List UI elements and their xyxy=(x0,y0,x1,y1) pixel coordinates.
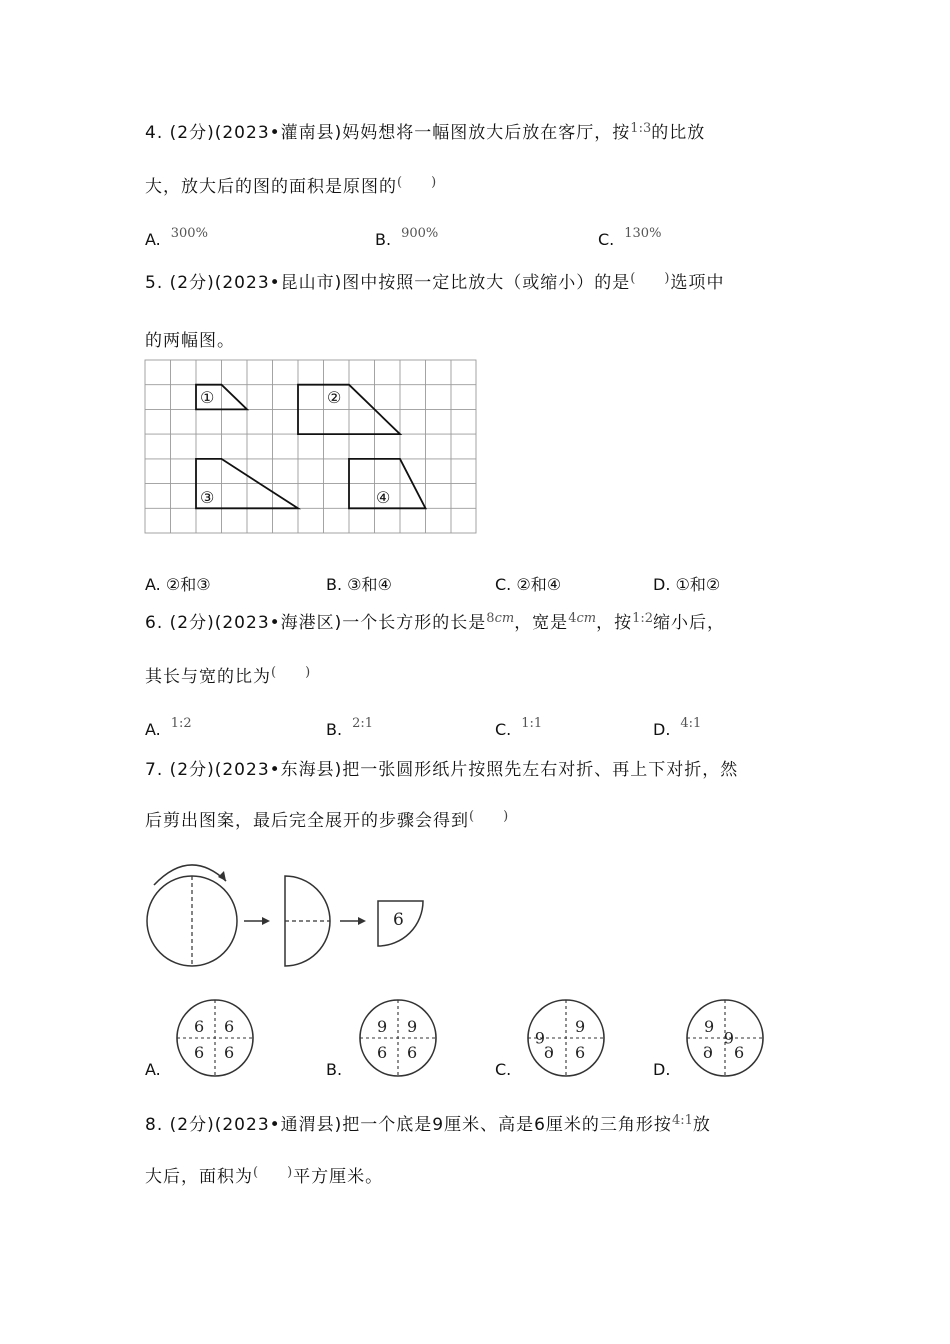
q7-option-a-label[interactable]: A. xyxy=(145,1060,161,1079)
shape-1-label: ① xyxy=(200,388,215,407)
svg-text:6: 6 xyxy=(534,1028,545,1047)
q5-option-a[interactable]: A. ②和③ xyxy=(145,575,211,594)
shape-3-label: ③ xyxy=(200,488,215,507)
svg-text:6: 6 xyxy=(224,1043,235,1062)
q4-number: 4. xyxy=(145,123,164,143)
svg-text:9: 9 xyxy=(377,1017,388,1036)
svg-text:9: 9 xyxy=(407,1017,418,1036)
q6-line-2: 其长与宽的比为( ) xyxy=(145,665,312,687)
q6-blank: ( ) xyxy=(271,665,312,680)
q4-line-2 xyxy=(145,172,437,197)
q4-text: 妈妈想将一幅图放大后放在客厅，按 xyxy=(342,123,631,143)
q6-option-d[interactable]: D. $^{4:1}$ xyxy=(653,716,702,739)
q7-line-2: 后剪出图案，最后完全展开的步骤会得到( ) xyxy=(145,809,510,831)
q4-text-c: 大，放大后的图的面积是原图的 xyxy=(145,177,397,197)
q4-source: (2023•灌南县) xyxy=(214,123,343,143)
q5-line-1: 5. (2分)(2023•昆山市)图中按照一定比放大（或缩小）的是( )选项中 xyxy=(145,271,725,293)
svg-text:6: 6 xyxy=(723,1028,734,1047)
q7-blank: ( ) xyxy=(469,809,510,824)
q6-option-a[interactable]: A. $^{1:2}$ xyxy=(145,716,192,739)
q4-blank: ( ) xyxy=(397,175,438,190)
svg-text:6: 6 xyxy=(543,1043,554,1062)
svg-text:6: 6 xyxy=(575,1043,586,1062)
svg-text:6: 6 xyxy=(224,1017,235,1036)
q5-line-2: 的两幅图。 xyxy=(145,331,235,351)
svg-text:9: 9 xyxy=(575,1017,586,1036)
q5-option-c[interactable]: C. ②和④ xyxy=(495,575,562,594)
shape-4-label: ④ xyxy=(376,488,391,507)
q6-option-c[interactable]: C. $^{1:1}$ xyxy=(495,716,543,739)
q7-option-c-label[interactable]: C. xyxy=(495,1060,512,1079)
q4-ratio: 1:3 xyxy=(630,121,652,136)
q6-line-1: 6. (2分)(2023•海港区)一个长方形的长是$^{8cm}$，宽是$^{4cm}$，按$^{1:2}$缩小后， xyxy=(145,611,725,633)
q7-line-1: 7. (2分)(2023•东海县)把一张圆形纸片按照先左右对折、再上下对折，然 xyxy=(145,760,739,780)
q7-option-d-label[interactable]: D. xyxy=(653,1060,671,1079)
q5-blank: ( ) xyxy=(630,271,671,286)
q4-line-1 xyxy=(145,118,705,143)
svg-text:6: 6 xyxy=(407,1043,418,1062)
q8-blank: ( ) xyxy=(253,1165,294,1180)
q6-option-b[interactable]: B. $^{2:1}$ xyxy=(326,716,373,739)
q7-option-a-figure[interactable] xyxy=(173,996,257,1080)
svg-text:6: 6 xyxy=(734,1043,745,1062)
q5-grid-figure xyxy=(143,358,479,536)
svg-text:9: 9 xyxy=(704,1017,715,1036)
q7-option-b-figure[interactable] xyxy=(356,996,440,1080)
q7-folding-figure xyxy=(140,855,460,975)
q5-option-d[interactable]: D. ①和② xyxy=(653,575,721,594)
q8-line-1: 8. (2分)(2023•通渭县)把一个底是9厘米、高是6厘米的三角形按$^{4:1}$放 xyxy=(145,1113,711,1135)
svg-text:6: 6 xyxy=(194,1017,205,1036)
svg-text:6: 6 xyxy=(702,1043,713,1062)
q7-option-c-figure[interactable] xyxy=(524,996,608,1080)
q7-option-d-figure[interactable] xyxy=(683,996,767,1080)
q4-option-a[interactable]: A. $^{300\%}$ xyxy=(145,226,208,249)
q4-text-b: 的比放 xyxy=(651,123,706,143)
shape-2-label: ② xyxy=(327,388,342,407)
q8-line-2: 大后，面积为( )平方厘米。 xyxy=(145,1165,384,1187)
q7-option-b-label[interactable]: B. xyxy=(326,1060,343,1079)
svg-text:6: 6 xyxy=(194,1043,205,1062)
q4-option-c[interactable]: C. $^{130\%}$ xyxy=(598,226,662,249)
svg-text:6: 6 xyxy=(377,1043,388,1062)
q4-score: (2分) xyxy=(169,123,215,143)
q4-option-b[interactable]: B. $^{900\%}$ xyxy=(375,226,439,249)
q5-option-b[interactable]: B. ③和④ xyxy=(326,575,392,594)
q7-cut-glyph: 6 xyxy=(393,910,404,930)
